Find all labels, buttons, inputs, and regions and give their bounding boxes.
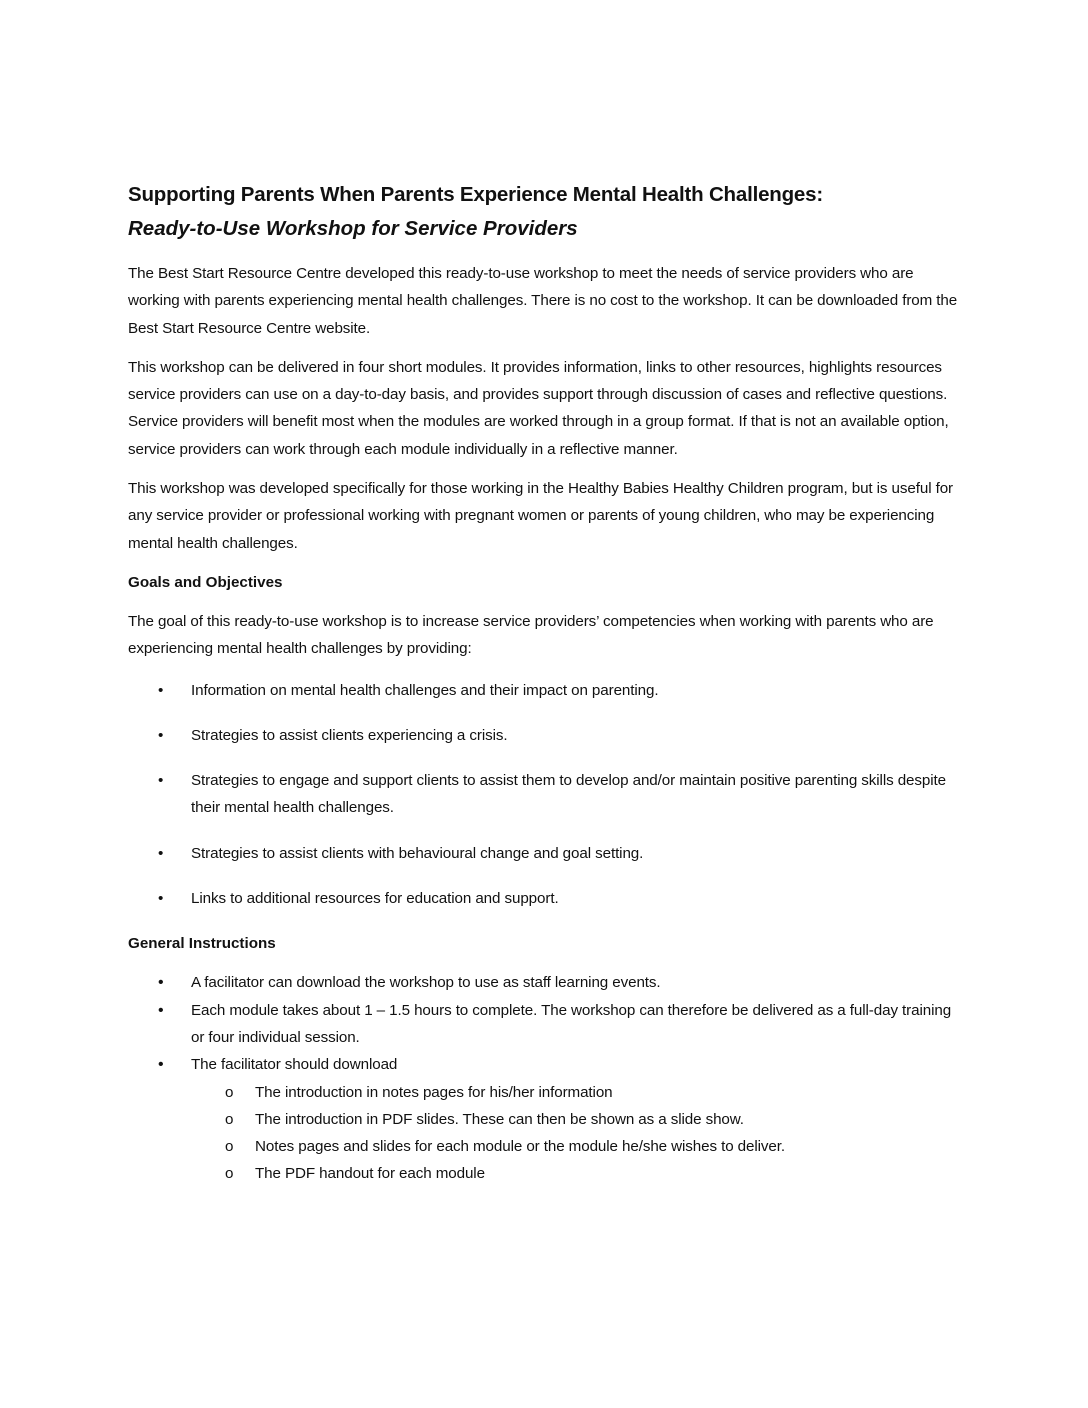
bullet-icon: • [158, 890, 164, 908]
goals-list [128, 677, 964, 913]
circle-bullet-icon: o [225, 1110, 234, 1128]
bullet-icon: • [158, 1056, 164, 1074]
sub-item-text: Notes pages and slides for each module or the module he/she wishes to deliver. [255, 1138, 785, 1156]
bullet-icon: • [158, 726, 164, 744]
sub-list-item [191, 1079, 964, 1106]
sub-item-text: The introduction in notes pages for his/her information [255, 1083, 613, 1101]
goal-item-text: Strategies to engage and support clients to assist them to develop and/or maintain positive parenting skills despite their mental health challenges. [191, 772, 946, 817]
goals-intro: The goal of this ready-to-use workshop is to increase service providers’ competencies when working with parents who are experiencing mental health challenges by providing: [128, 612, 934, 658]
goal-item-text: Links to additional resources for education and support. [191, 890, 559, 908]
circle-bullet-icon: o [225, 1083, 234, 1101]
circle-bullet-icon: o [225, 1165, 234, 1183]
sub-list-item [191, 1160, 964, 1187]
list-item [128, 722, 964, 749]
list-item [128, 677, 964, 704]
document-title: Supporting Parents When Parents Experience Mental Health Challenges: [128, 183, 823, 206]
goal-item-text: Strategies to assist clients with behavioural change and goal setting. [191, 844, 644, 862]
download-sublist [191, 1079, 964, 1188]
instruction-item-text: Each module takes about 1 – 1.5 hours to complete. The workshop can therefore be delivered as a full-day training or four individual session. [191, 1001, 952, 1046]
list-item [128, 969, 964, 996]
list-item [128, 885, 964, 912]
document-page [128, 178, 964, 1188]
list-item [128, 997, 964, 1052]
list-item [128, 767, 964, 822]
list-item [128, 840, 964, 867]
intro-paragraph-3: This workshop was developed specifically for those working in the Healthy Babies Healthy Children program, but is useful for any service provider or professional working with pregnant women or parents of young children, who may be experiencing mental health challenges. [128, 480, 954, 552]
bullet-icon: • [158, 772, 164, 790]
list-item [128, 1051, 964, 1187]
goal-item-text: Strategies to assist clients experiencing a crisis. [191, 726, 508, 744]
instruction-item-text: The facilitator should download [191, 1056, 398, 1074]
sub-item-text: The introduction in PDF slides. These can then be shown as a slide show. [255, 1110, 744, 1128]
sub-list-item [191, 1106, 964, 1133]
goals-heading: Goals and Objectives [128, 573, 283, 591]
bullet-icon: • [158, 681, 164, 699]
instructions-heading: General Instructions [128, 935, 276, 953]
intro-paragraph-1: The Best Start Resource Centre developed this ready-to-use workshop to meet the needs of service providers who are working with parents experiencing mental health challenges. There is no cost to the workshop. It can be downloaded from the Best Start Resource Centre website. [128, 265, 958, 337]
bullet-icon: • [158, 844, 164, 862]
sub-item-text: The PDF handout for each module [255, 1165, 485, 1183]
instructions-list [128, 969, 964, 1187]
goal-item-text: Information on mental health challenges and their impact on parenting. [191, 681, 659, 699]
document-subtitle: Ready-to-Use Workshop for Service Providers [128, 217, 578, 240]
bullet-icon: • [158, 1001, 164, 1019]
circle-bullet-icon: o [225, 1138, 234, 1156]
intro-paragraph-2: This workshop can be delivered in four short modules. It provides information, links to other resources, highlights resources service providers can use on a day-to-day basis, and provides support through discussion of cases and reflective questions. Service providers will benefit most when the modules are worked through in a group format. If that is not an available option, service providers can work through each module individually in a reflective manner. [128, 358, 949, 458]
instruction-item-text: A facilitator can download the workshop to use as staff learning events. [191, 974, 661, 992]
sub-list-item [191, 1133, 964, 1160]
bullet-icon: • [158, 974, 164, 992]
